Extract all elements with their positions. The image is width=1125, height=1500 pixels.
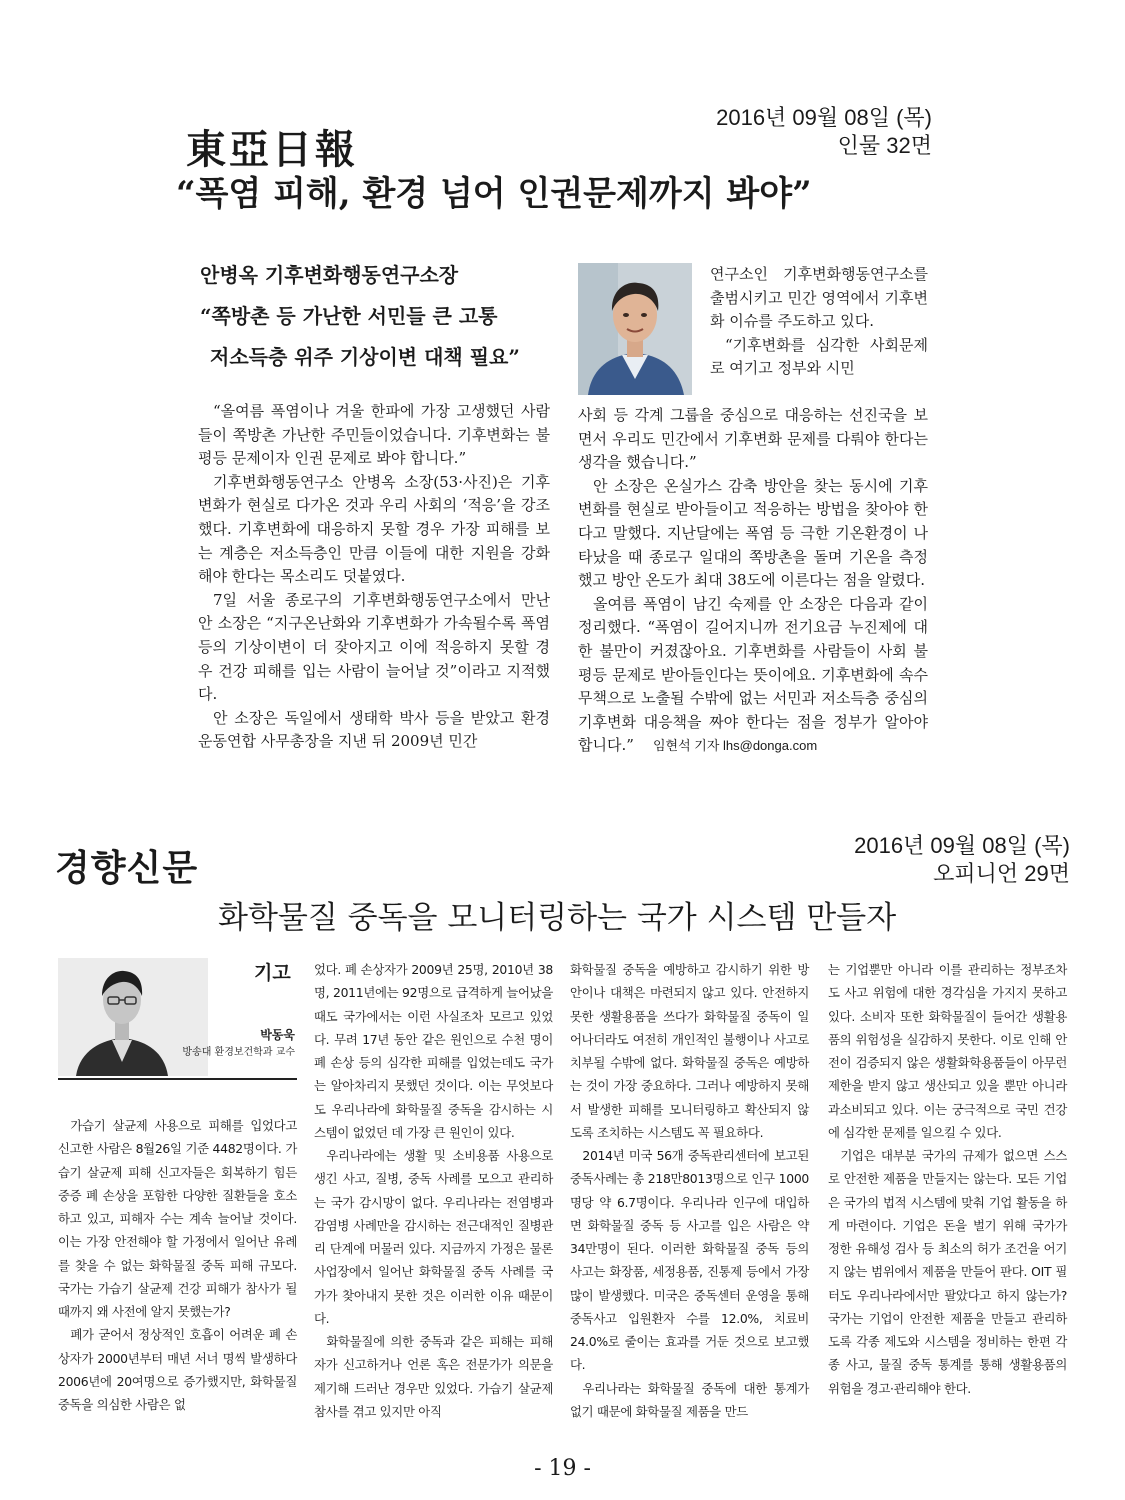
- author-name: 박동욱: [260, 1028, 295, 1042]
- paragraph: “올여름 폭염이나 겨울 한파에 가장 고생했던 사람들이 쪽방촌 가난한 주민들이었습니다. 기후변화는 불평등 문제이자 인권 문제로 봐야 합니다.”: [198, 402, 550, 468]
- paragraph-text: 올여름 폭염이 남긴 숙제를 안 소장은 다음과 같이 정리했다. “폭염이 길어지니까 전기요금 누진제에 대한 불만이 커졌잖아요. 기후변화를 사람들이 사회 불평등 문제로 받아들인다는 뜻이에요. 기후변화에 속수무책으로 노출될 수밖에 없는 서민과 저소득층 중심의 기후변화 대응책을 짜야 한다는 점을 정부가 알아야 합니다.”: [578, 594, 928, 755]
- paragraph: 기업은 대부분 국가의 규제가 없으면 스스로 안전한 제품을 만들지는 않는다. 모든 기업은 국가의 법적 시스템에 맞춰 기업 활동을 하게 마련이다. 기업은 돈을 벌기 위해 국가가 정한 유해성 검사 등 최소의 허가 조건을 어기지 않는 범위에서 제품을 만들어 판다. OIT 필터도 우리나라에서만 팔았다고 하지 않는가? 국가는 기업이 안전한 제품을 만들고 관리하도록 각종 제도와 시스템을 정비하는 한편 각종 사고, 물질 중독 통계를 통해 생활용품의 위험을 경고·관리해야 한다.: [828, 1148, 1067, 1396]
- author-credit: [140, 1026, 295, 1058]
- paragraph: 2014년 미국 56개 중독관리센터에 보고된 중독사례는 총 218만8013명으로 인구 1000명당 약 6.7명이다. 우리나라 인구에 대입하면 화학물질 중독 등 사고를 입은 사람은 약 34만명이 된다. 이러한 화학물질 중독 등의 사고는 화장품, 세정용품, 진통제 등에서 가장 많이 발생했다. 미국은 중독센터 운영을 통해 중독사고 입원환자 수를 12.0%, 치료비 24.0%로 줄이는 효과를 거둔 것으로 보고했다.: [570, 1148, 809, 1373]
- paragraph: 가습기 살균제 사용으로 피해를 입었다고 신고한 사람은 8월26일 기준 4482명이다. 가습기 살균제 피해 신고자들은 회복하기 힘든 중증 폐 손상을 포함한 다양한 질환들을 호소하고 있고, 피해자 수는 계속 늘어날 것이다. 이는 가장 안전해야 할 가정에서 일어난 유례를 찾을 수 없는 화학물질 중독 피해 규모다. 국가는 가습기 살균제 건강 피해가 참사가 될 때까지 왜 사전에 알지 못했는가?: [58, 1118, 297, 1319]
- author-divider: [58, 1078, 297, 1080]
- paragraph: [578, 593, 928, 758]
- paragraph: 우리나라는 화학물질 중독에 대한 통계가 없기 때문에 화학물질 제품을 만드: [570, 1380, 809, 1419]
- article1-date: 2016년 09월 08일 (목): [716, 105, 932, 130]
- article2-column-2: [314, 958, 553, 1423]
- paragraph: 는 기업뿐만 아니라 이를 관리하는 정부조차도 사고 위험에 대한 경각심을 가지지 못하고 있다. 소비자 또한 화학물질이 들어간 생활용품의 위험성을 실감하지 못한다. 이로 인해 안전이 검증되지 않은 생활화학용품들이 아무런 제한을 받지 않고 생산되고 있을 뿐만 아니라 과소비되고 있다. 이는 궁극적으로 국민 건강에 심각한 문제를 일으킬 수 있다.: [828, 962, 1067, 1140]
- author-photo: [58, 958, 208, 1076]
- paragraph: 안 소장은 독일에서 생태학 박사 등을 받았고 환경운동연합 사무총장을 지낸 뒤 2009년 민간: [198, 708, 550, 751]
- paragraph: 폐가 굳어서 정상적인 호흡이 어려운 폐 손상자가 2000년부터 매년 서너 명씩 발생하다 2006년에 20여명으로 증가했지만, 화학물질 중독을 의심한 사람은 없: [58, 1327, 297, 1412]
- article2-date: 2016년 09월 08일 (목): [854, 833, 1070, 858]
- byline: 임현석 기자 lhs@donga.com: [653, 738, 818, 754]
- article1-subhead: 안병옥 기후변화행동연구소장: [200, 263, 459, 287]
- paragraph: 사회 등 각계 그룹을 중심으로 대응하는 선진국을 보면서 우리도 민간에서 기후변화 문제를 다뤄야 한다는 생각을 했습니다.”: [578, 406, 928, 472]
- article1-column-2: [578, 404, 928, 758]
- portrait-illustration: [578, 263, 692, 395]
- article1-subhead: 저소득층 위주 기상이변 대책 필요”: [210, 345, 520, 369]
- article2-column-4: [828, 958, 1067, 1400]
- paragraph: 연구소인 기후변화행동연구소를 출범시키고 민간 영역에서 기후변화 이슈를 주도하고 있다.: [710, 265, 928, 331]
- portrait-photo: [578, 263, 692, 395]
- paragraph: 우리나라에는 생활 및 소비용품 사용으로 생긴 사고, 질병, 중독 사례를 모으고 관리하는 국가 감시망이 없다. 우리나라는 전염병과 감염병 사례만을 감시하는 전근대적인 질병관리 단계에 머물러 있다. 지금까지 가정은 물론 사업장에서 일어난 화학물질 중독 사례를 국가가 찾아내지 못한 것은 이러한 이유 때문이다.: [314, 1148, 553, 1326]
- paragraph: 화학물질 중독을 예방하고 감시하기 위한 방안이나 대책은 마련되지 않고 있다. 안전하지 못한 생활용품을 쓰다가 화학물질 중독이 일어나더라도 여전히 개인적인 불행이나 사고로 치부될 수밖에 없다. 화학물질 중독은 예방하는 것이 가장 중요하다. 그러나 예방하지 못해서 발생한 피해를 모니터링하고 확산되지 않도록 조치하는 시스템도 꼭 필요하다.: [570, 962, 809, 1140]
- article1-section: 인물 32면: [837, 133, 932, 158]
- article2-dateline: [760, 832, 1070, 888]
- paragraph: 었다. 폐 손상자가 2009년 25명, 2010년 38명, 2011년에는 92명으로 급격하게 늘어났을 때도 국가에서는 이런 사실조차 모르고 있었다. 무려 17년 동안 같은 원인으로 수천 명이 폐 손상 등의 심각한 피해를 입었는데도 국가는 알아차리지 못했던 것이다. 이는 무엇보다도 우리나라에 화학물질 중독을 감시하는 시스템이 없었던 데 가장 큰 원인이 있다.: [314, 962, 553, 1140]
- page-number: - 19 -: [534, 1456, 591, 1481]
- paragraph: 안 소장은 온실가스 감축 방안을 찾는 동시에 기후변화를 현실로 받아들이고 적응하는 방법을 찾아야 한다고 말했다. 지난달에는 폭염 등 극한 기온환경이 나타났을 때 종로구 일대의 쪽방촌을 돌며 기온을 측정했고 방안 온도가 최대 38도에 이른다는 점을 알렸다.: [578, 476, 928, 590]
- article2-headline: 화학물질 중독을 모니터링하는 국가 시스템 만들자: [218, 900, 897, 936]
- article2-column-1: [58, 1114, 297, 1416]
- article1-dateline: [640, 104, 932, 160]
- paragraph: 7일 서울 종로구의 기후변화행동연구소에서 만난 안 소장은 “지구온난화와 기후변화가 가속될수록 폭염 등의 기상이변이 더 잦아지고 이에 적응하지 못할 경우 건강 피해를 입는 사람이 늘어날 것”이라고 지적했다.: [198, 590, 550, 704]
- donga-logo: 東亞日報: [186, 126, 358, 173]
- article1-column-2-top: [710, 263, 928, 381]
- article1-headline: “폭염 피해, 환경 넘어 인권문제까지 봐야”: [176, 174, 812, 214]
- author-affiliation: 방송대 환경보건학과 교수: [182, 1047, 295, 1058]
- article1-column-1: [198, 400, 550, 754]
- paragraph: 기후변화행동연구소 안병옥 소장(53·사진)은 기후변화가 현실로 다가온 것과 우리 사회의 ‘적응’을 강조했다. 기후변화에 대응하지 못할 경우 가장 피해를 보는 계층은 저소득층인 만큼 이들에 대한 지원을 강화해야 한다는 목소리도 덧붙였다.: [198, 472, 550, 586]
- article1-subhead: “쪽방촌 등 가난한 서민들 큰 고통: [200, 304, 498, 328]
- article2-section: 오피니언 29면: [933, 861, 1070, 886]
- article2-column-3: [570, 958, 809, 1423]
- author-portrait-illustration: [58, 958, 208, 1076]
- contribution-kicker: 기고: [254, 962, 291, 984]
- kyunghyang-logo: 경향신문: [55, 848, 199, 889]
- article1-subheads: [200, 255, 580, 378]
- paragraph: 화학물질에 의한 중독과 같은 피해는 피해자가 신고하거나 언론 혹은 전문가가 의문을 제기해 드러난 경우만 있었다. 가습기 살균제 참사를 겪고 있지만 아직: [314, 1334, 553, 1419]
- paragraph: “기후변화를 심각한 사회문제로 여기고 정부와 시민: [710, 335, 928, 378]
